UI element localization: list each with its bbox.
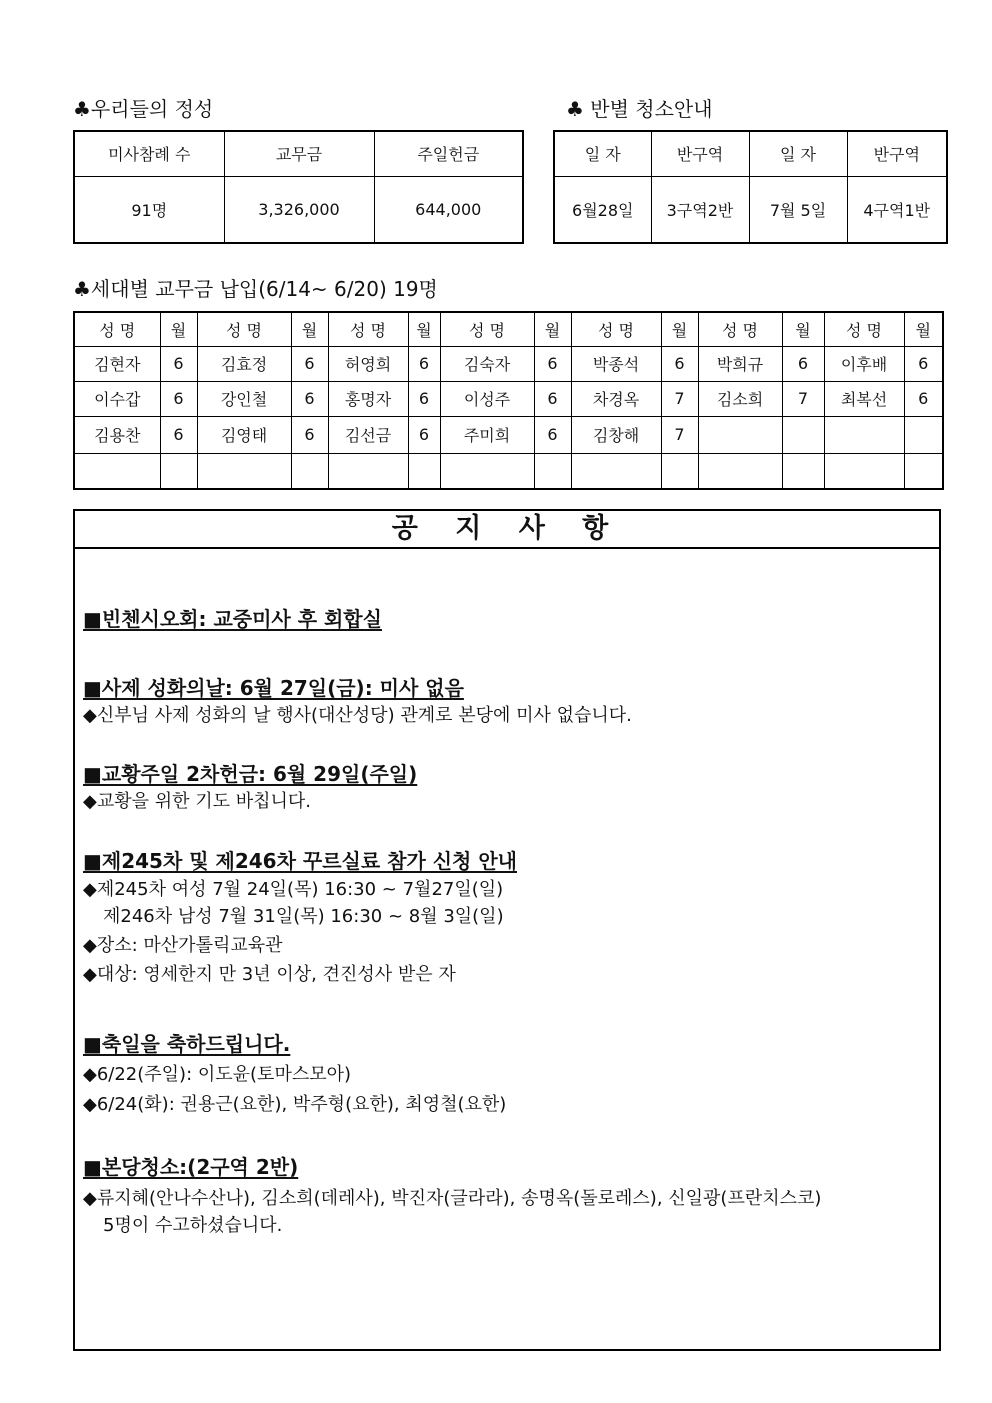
dues-header-month: 월 <box>160 312 197 346</box>
dues-cell-name <box>328 453 408 489</box>
dues-header-month: 월 <box>291 312 328 346</box>
table-row <box>74 416 943 453</box>
dues-cell-month: 6 <box>904 346 943 381</box>
cleaning-header-area-2: 반구역 <box>847 131 947 176</box>
dues-cell-name: 박종석 <box>571 346 661 381</box>
dues-cell-month: 6 <box>160 346 197 381</box>
dues-cell-name <box>571 453 661 489</box>
dues-cell-month <box>904 453 943 489</box>
dues-cell-name: 박희규 <box>698 346 782 381</box>
table-row <box>74 453 943 489</box>
notice-cursillo-line: 제246차 남성 7월 31일(목) 16:30 ~ 8월 3일(일) <box>103 906 504 927</box>
dues-header-month: 월 <box>408 312 440 346</box>
dues-cell-month: 6 <box>534 346 571 381</box>
dues-cell-month <box>904 416 943 453</box>
offering-header-attendance: 미사참례 수 <box>74 131 224 176</box>
offering-title: ♣우리들의 정성 <box>73 97 214 121</box>
dues-cell-month: 6 <box>534 416 571 453</box>
dues-cell-name: 홍명자 <box>328 381 408 416</box>
dues-cell-name <box>698 416 782 453</box>
dues-cell-month <box>661 453 698 489</box>
dues-cell-name <box>197 453 291 489</box>
cleaning-value-date-2: 7월 5일 <box>749 176 847 243</box>
dues-cell-month: 7 <box>661 416 698 453</box>
offering-value-attendance: 91명 <box>74 176 224 243</box>
dues-cell-name <box>74 453 160 489</box>
dues-cell-month: 6 <box>904 381 943 416</box>
dues-header-month: 월 <box>904 312 943 346</box>
dues-cell-name: 김용찬 <box>74 416 160 453</box>
cleaning-header-date-2: 일 자 <box>749 131 847 176</box>
notice-pope-heading: ■교황주일 2차헌금: 6월 29일(주일) <box>83 762 418 786</box>
dues-cell-name: 김효정 <box>197 346 291 381</box>
dues-cell-name <box>824 453 904 489</box>
notice-box <box>73 509 941 1351</box>
dues-header-month: 월 <box>782 312 824 346</box>
dues-header-name: 성 명 <box>824 312 904 346</box>
dues-cell-month: 7 <box>782 381 824 416</box>
dues-header-name: 성 명 <box>440 312 534 346</box>
notice-church-cleaning-heading: ■본당청소:(2구역 2반) <box>83 1155 299 1179</box>
cleaning-header-date-1: 일 자 <box>554 131 651 176</box>
notice-priest-day-line: ◆신부님 사제 성화의 날 행사(대산성당) 관계로 본당에 미사 없습니다. <box>83 705 632 726</box>
notice-cursillo-location: ◆장소: 마산가톨릭교육관 <box>83 935 283 956</box>
dues-cell-name: 김소희 <box>698 381 782 416</box>
cleaning-value-date-1: 6월28일 <box>554 176 651 243</box>
dues-cell-name: 이성주 <box>440 381 534 416</box>
dues-cell-month: 6 <box>661 346 698 381</box>
dues-cell-month: 7 <box>661 381 698 416</box>
dues-cell-name: 김창해 <box>571 416 661 453</box>
notice-cursillo-eligibility: ◆대상: 영세한지 만 3년 이상, 견진성사 받은 자 <box>83 964 456 985</box>
notice-feast-line: ◆6/22(주일): 이도윤(토마스모아) <box>83 1064 352 1085</box>
notice-feast-heading: ■축일을 축하드립니다. <box>83 1032 291 1056</box>
dues-cell-name: 최복선 <box>824 381 904 416</box>
dues-cell-month <box>782 453 824 489</box>
dues-cell-name: 김숙자 <box>440 346 534 381</box>
dues-cell-name: 김현자 <box>74 346 160 381</box>
offering-header-collection: 주일헌금 <box>374 131 523 176</box>
dues-cell-name: 김영태 <box>197 416 291 453</box>
dues-cell-month: 6 <box>291 346 328 381</box>
dues-cell-name: 이후배 <box>824 346 904 381</box>
notice-cursillo-heading: ■제245차 및 제246차 꾸르실료 참가 신청 안내 <box>83 849 517 873</box>
dues-cell-name <box>824 416 904 453</box>
dues-cell-month <box>408 453 440 489</box>
dues-header-name: 성 명 <box>571 312 661 346</box>
cleaning-table <box>553 130 948 244</box>
dues-title: ♣세대별 교무금 납입(6/14~ 6/20) 19명 <box>73 277 438 301</box>
dues-header-name: 성 명 <box>328 312 408 346</box>
dues-cell-month: 6 <box>291 381 328 416</box>
notice-feast-line: ◆6/24(화): 권용근(요한), 박주형(요한), 최영철(요한) <box>83 1094 507 1115</box>
dues-cell-month <box>782 416 824 453</box>
dues-header-name: 성 명 <box>197 312 291 346</box>
notice-title: 공 지 사 항 <box>75 511 939 549</box>
dues-cell-month: 6 <box>408 381 440 416</box>
notice-cursillo-line: ◆제245차 여성 7월 24일(목) 16:30 ~ 7월27일(일) <box>83 879 504 900</box>
dues-cell-month: 6 <box>408 416 440 453</box>
notice-priest-day-heading: ■사제 성화의날: 6월 27일(금): 미사 없음 <box>83 676 464 700</box>
notice-pope-line: ◆교황을 위한 기도 바칩니다. <box>83 791 311 812</box>
dues-cell-month: 6 <box>291 416 328 453</box>
offering-header-dues: 교무금 <box>224 131 374 176</box>
notice-church-cleaning-line: 5명이 수고하셨습니다. <box>103 1215 283 1236</box>
notice-vincent-heading: ■빈첸시오회: 교중미사 후 회합실 <box>83 607 382 631</box>
dues-cell-month <box>291 453 328 489</box>
dues-cell-month <box>160 453 197 489</box>
dues-cell-name: 김선금 <box>328 416 408 453</box>
dues-header-month: 월 <box>534 312 571 346</box>
offering-table <box>73 130 524 244</box>
dues-header-row <box>74 312 943 346</box>
dues-cell-name: 강인철 <box>197 381 291 416</box>
cleaning-value-area-1: 3구역2반 <box>651 176 749 243</box>
dues-cell-name: 허영희 <box>328 346 408 381</box>
dues-cell-month: 6 <box>160 416 197 453</box>
notice-church-cleaning-line: ◆류지혜(안나수산나), 김소희(데레사), 박진자(글라라), 송명옥(돌로레스), 신일광(프란치스코) <box>83 1188 822 1209</box>
cleaning-header-area-1: 반구역 <box>651 131 749 176</box>
cleaning-title: ♣ 반별 청소안내 <box>566 97 713 121</box>
dues-cell-name: 이수갑 <box>74 381 160 416</box>
dues-cell-name: 차경옥 <box>571 381 661 416</box>
dues-cell-month: 6 <box>534 381 571 416</box>
dues-cell-name <box>698 453 782 489</box>
cleaning-value-area-2: 4구역1반 <box>847 176 947 243</box>
dues-table <box>73 311 944 490</box>
dues-header-name: 성 명 <box>74 312 160 346</box>
dues-header-name: 성 명 <box>698 312 782 346</box>
offering-value-dues: 3,326,000 <box>224 176 374 243</box>
dues-cell-month: 6 <box>782 346 824 381</box>
table-row <box>74 381 943 416</box>
dues-cell-month: 6 <box>160 381 197 416</box>
dues-cell-month: 6 <box>408 346 440 381</box>
dues-cell-month <box>534 453 571 489</box>
dues-cell-name: 주미희 <box>440 416 534 453</box>
dues-header-month: 월 <box>661 312 698 346</box>
offering-value-collection: 644,000 <box>374 176 523 243</box>
dues-cell-name <box>440 453 534 489</box>
table-row <box>74 346 943 381</box>
